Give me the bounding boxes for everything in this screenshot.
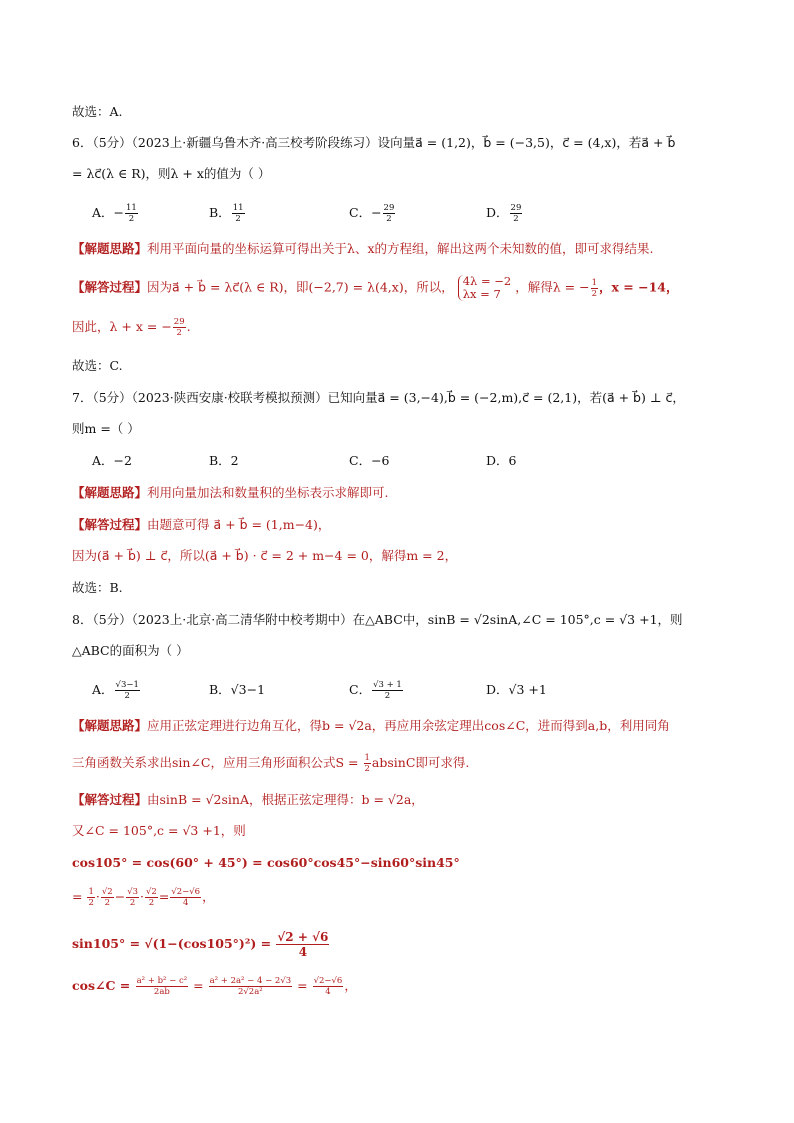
q8-f3-den: 2	[129, 898, 136, 908]
q8-line4-eq: =	[72, 889, 83, 904]
q8-hint-text2: 三角函数关系求出sin∠C，应用三角形面积公式S =	[72, 755, 363, 770]
q8-c-den: 2	[384, 691, 391, 701]
q6-option-b-label: B．	[209, 205, 231, 220]
q8-area-den: 2	[364, 764, 370, 774]
q8-f2-num: √2	[101, 887, 113, 897]
q6-c-num: 29	[383, 203, 395, 213]
q6-process-part1: 因为a⃗ + b⃗ = λc⃗(λ ∈ R)，即(−2,7) = λ(4,x)，所以，	[147, 279, 454, 295]
q6-a-num: 11	[126, 203, 137, 213]
q6-option-b	[209, 203, 246, 224]
q8-process-line2: 又∠C = 105°,c = √3 +1，则	[72, 823, 246, 838]
q8-cosc-f1-num: a² + b² − c²	[136, 976, 188, 986]
q6-b-num: 11	[232, 203, 244, 213]
q8-line6-end: ，	[344, 978, 357, 993]
q8-cosc-f2-num: a² + 2a² − 4 − 2√3	[209, 976, 292, 986]
q7-stem-line1: 7．（5分）（2023·陕西安康·校联考模拟预测）已知向量a⃗ = (3,−4),b⃗ = (−2,m),c⃗ = (2,1)，若(a⃗ + b⃗) ⊥ c⃗，	[72, 390, 685, 405]
q7-hint	[72, 483, 389, 503]
q6-equation-system	[458, 275, 512, 301]
q7-stem-line2: 则m =（ ）	[72, 421, 140, 436]
q6-option-a-label: A．−	[92, 205, 125, 220]
q8-sin105-num: √2 + √6	[277, 930, 329, 944]
q8-hint-line1	[72, 716, 670, 736]
q8-process-line6: cos∠C = $\frac{\text{a² + b² − c²}}{2ab}$ = $\frac{\text{a² + 2a² − 4 − 2√3}}{\text{2√2a²}}$ = $\frac{√2-√6}{4}$ ，	[72, 976, 357, 997]
q8-stem-line2: △ABC的面积为（ ）	[72, 643, 189, 658]
q7-option-d: D．6	[486, 453, 517, 468]
q7-process	[72, 515, 330, 535]
q8-hint-line2	[72, 753, 469, 774]
q7-answer: 故选：B.	[72, 580, 123, 595]
q8-cosc-f3-den: 4	[325, 987, 331, 997]
q8-option-b: B．√3−1	[209, 682, 266, 697]
q6-conclusion	[72, 317, 191, 338]
q7-hint-tag: 【解题思路】	[72, 485, 148, 500]
q8-option-a	[92, 680, 141, 701]
q7-option-a: A．−2	[92, 453, 132, 468]
q8-area-num: 1	[364, 753, 370, 763]
q8-process-line3: cos105° = cos(60° + 45°) = cos60°cos45°−sin60°sin45°	[72, 855, 460, 870]
q8-f5-den: 4	[182, 898, 189, 908]
q6-process	[72, 275, 678, 301]
q8-option-d: D．√3 +1	[486, 682, 547, 697]
q6-conclusion-text: 因此，λ + x = −	[72, 319, 172, 334]
q8-sin105-den: 4	[298, 945, 308, 959]
q8-process-line5	[72, 930, 330, 959]
q8-f5-num: √2−√6	[171, 887, 201, 897]
q8-f4-den: 2	[148, 898, 155, 908]
q6-c-den: 2	[386, 214, 392, 224]
q8-option-a-label: A．	[92, 682, 114, 697]
q7-hint-text: 利用向量加法和数量积的坐标表示求解即可.	[147, 485, 389, 500]
q8-cosc-text: cos∠C =	[72, 978, 135, 993]
q8-process-line4: = $\frac{1}{2}$ · $\frac{√2}{2}$ − $\frac{√3}{2}$ · $\frac{√2}{2}$ = $\frac{√2-√6}{4}$ ，	[72, 887, 215, 908]
q6-conclusion-den: 2	[176, 328, 182, 338]
q8-cosc-f1-den: 2ab	[153, 987, 170, 997]
q6-option-d	[486, 203, 523, 224]
q6-conclusion-num: 29	[173, 317, 185, 327]
q7-process-text: 由题意可得 a⃗ + b⃗ = (1,m−4)，	[147, 517, 331, 532]
q8-f2-den: 2	[104, 898, 110, 908]
q8-hint-text1: 应用正弦定理进行边角互化，得b = √2a，再应用余弦定理出cos∠C，进而得到a,b，利用同角	[147, 718, 670, 733]
q6-option-d-label: D．	[486, 205, 509, 220]
q8-sin105-text: sin105° = √(1−(cos105°)²) =	[72, 936, 276, 951]
q8-hint-tag: 【解题思路】	[72, 718, 148, 733]
q6-stem-line1: 6．（5分）（2023上·新疆乌鲁木齐·高三校考阶段练习）设向量a⃗ = (1,2)，b⃗ = (−3,5)，c⃗ = (4,x)，若a⃗ + b⃗	[72, 135, 676, 150]
q8-f1-num: 1	[88, 887, 94, 897]
q6-b-den: 2	[235, 214, 241, 224]
q6-hint	[72, 239, 653, 259]
q8-hint-text3: absinC即可求得.	[371, 755, 470, 770]
q6-process-part3: ，x = −14，	[598, 279, 679, 295]
q6-d-num: 29	[510, 203, 522, 213]
q6-hint-text: 利用平面向量的坐标运算可得出关于λ、x的方程组，解出这两个未知数的值，即可求得结果.	[147, 241, 654, 256]
q8-option-c	[349, 680, 404, 701]
q6-process-tag: 【解答过程】	[72, 279, 148, 295]
q6-option-a	[92, 203, 139, 224]
q8-f1-den: 2	[88, 898, 94, 908]
q7-option-c: C．−6	[349, 453, 390, 468]
q8-option-c-label: C．	[349, 682, 372, 697]
q7-option-b: B．2	[209, 453, 239, 468]
q8-c-num: √3 + 1	[373, 680, 402, 690]
q6-stem-line2: = λc⃗(λ ∈ R)，则λ + x的值为（ ）	[72, 166, 271, 181]
q8-line4-end: ，	[202, 889, 215, 904]
q8-f4-num: √2	[146, 887, 157, 897]
q6-option-c	[349, 203, 396, 224]
q6-d-den: 2	[513, 214, 519, 224]
q6-lambda-den: 2	[591, 288, 597, 299]
q6-process-part2: ，解得λ = −	[515, 279, 590, 295]
q6-system-eq1: 4λ = −2	[462, 274, 512, 288]
q5-answer: 故选：A.	[72, 104, 123, 119]
q8-cosc-f3-num: √2−√6	[313, 976, 343, 986]
q8-a-den: 2	[124, 691, 130, 701]
q8-a-num: √3−1	[115, 680, 139, 690]
q8-process-line1	[72, 790, 424, 810]
q6-lambda-num: 1	[591, 277, 597, 288]
q6-answer: 故选：C.	[72, 358, 123, 373]
q6-conclusion-end: .	[186, 319, 191, 334]
q6-hint-tag: 【解题思路】	[72, 241, 148, 256]
q8-process-text1: 由sinB = √2sinA，根据正弦定理得：b = √2a，	[147, 792, 424, 807]
q7-process-tag: 【解答过程】	[72, 517, 148, 532]
q8-process-tag: 【解答过程】	[72, 792, 148, 807]
q7-process-line2: 因为(a⃗ + b⃗) ⊥ c⃗，所以(a⃗ + b⃗) · c⃗ = 2 + m−4 = 0，解得m = 2，	[72, 548, 458, 563]
q8-stem-line1: 8．（5分）（2023上·北京·高二清华附中校考期中）在△ABC中，sinB = √2sinA,∠C = 105°,c = √3 +1，则	[72, 612, 683, 627]
q8-f3-num: √3	[127, 887, 139, 897]
q6-a-den: 2	[128, 214, 135, 224]
q6-option-c-label: C．−	[349, 205, 382, 220]
q8-cosc-f2-den: 2√2a²	[237, 987, 263, 997]
q6-system-eq2: λx = 7	[462, 287, 501, 301]
